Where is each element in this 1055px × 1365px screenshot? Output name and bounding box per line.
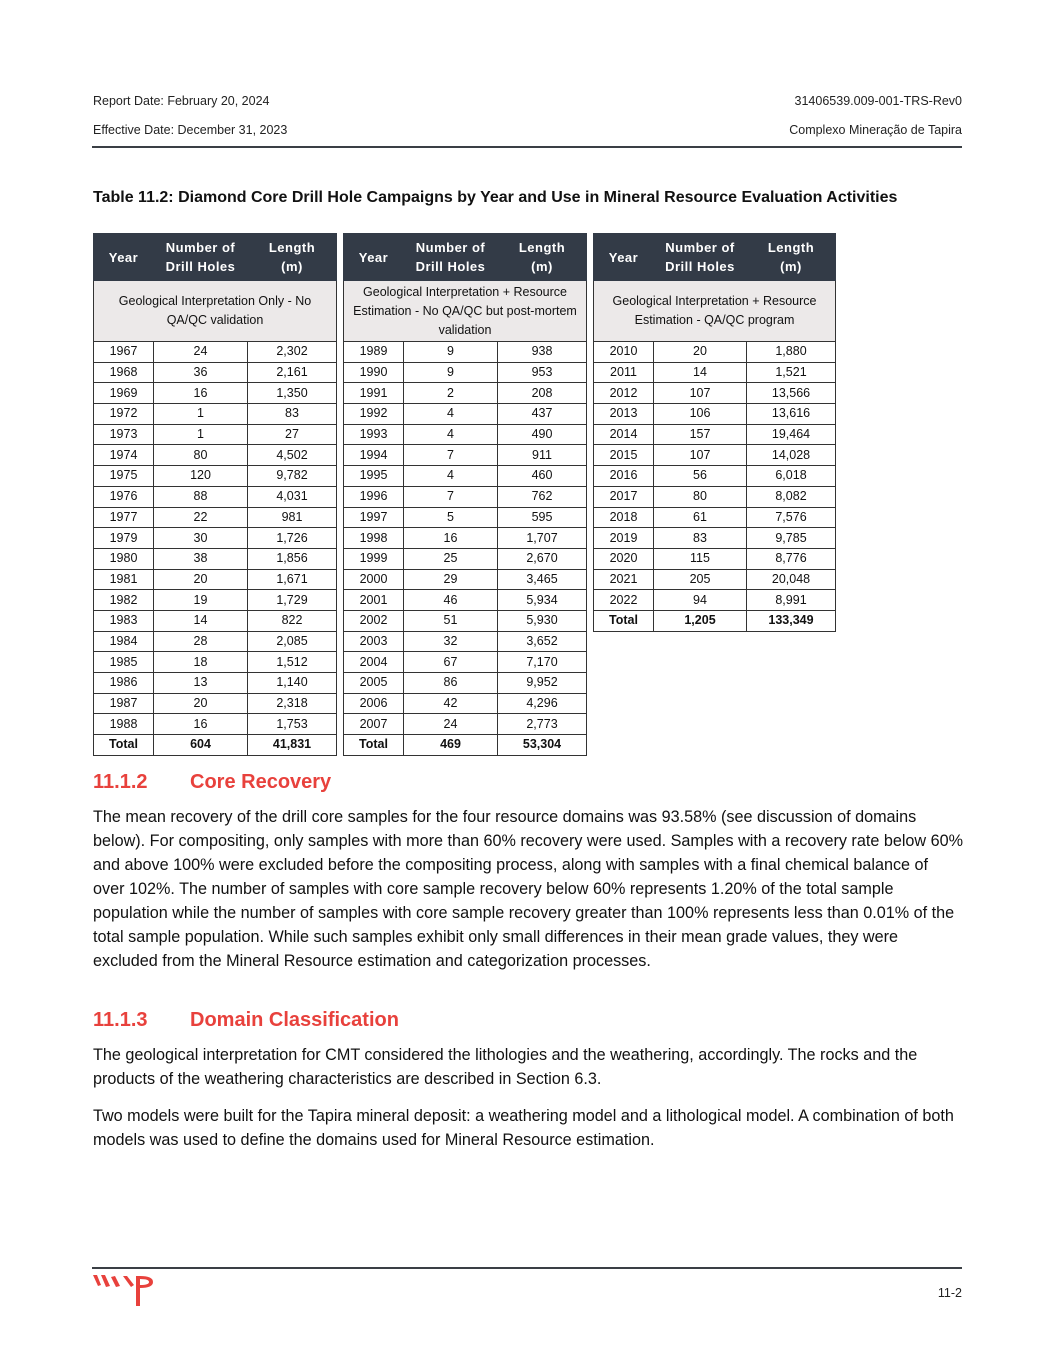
table-row: [594, 569, 836, 590]
length-cell: 1,521: [747, 362, 836, 383]
year-cell: 2015: [594, 445, 654, 466]
length-cell: 2,302: [248, 342, 337, 363]
year-cell: 1969: [94, 383, 154, 404]
table-row: [594, 424, 836, 445]
length-cell: 133,349: [747, 610, 836, 631]
year-cell: 2001: [344, 590, 404, 611]
drill-holes-cell: 38: [154, 548, 248, 569]
drill-holes-cell: 80: [654, 486, 747, 507]
year-cell: 1968: [94, 362, 154, 383]
table-row: [344, 466, 587, 487]
year-cell: 1973: [94, 424, 154, 445]
drill-holes-cell: 51: [404, 610, 498, 631]
group-label: Geological Interpretation + Resource Estimation - No QA/QC but post-mortem validation: [344, 281, 587, 342]
section-heading-domain-classification: [93, 1009, 399, 1032]
table-row: [94, 610, 337, 631]
section-heading-core-recovery: [93, 771, 331, 794]
length-cell: 9,785: [747, 528, 836, 549]
drill-table-2010-2022: [593, 233, 836, 632]
year-cell: 1979: [94, 528, 154, 549]
table-row: [94, 569, 337, 590]
year-cell: 1992: [344, 404, 404, 425]
table-header-row: [594, 234, 836, 281]
drill-holes-cell: 1: [154, 404, 248, 425]
year-cell: 1991: [344, 383, 404, 404]
footer-divider: [92, 1267, 962, 1269]
year-cell: 2011: [594, 362, 654, 383]
table-row: [594, 383, 836, 404]
table-row: [94, 383, 337, 404]
total-row: [94, 735, 337, 756]
drill-holes-cell: 46: [404, 590, 498, 611]
drill-holes-cell: 16: [154, 714, 248, 735]
year-cell: 2018: [594, 507, 654, 528]
table-row: [594, 486, 836, 507]
year-cell: 1982: [94, 590, 154, 611]
drill-holes-cell: 1: [154, 424, 248, 445]
length-cell: 3,652: [498, 631, 587, 652]
year-cell: 1976: [94, 486, 154, 507]
table-row: [94, 486, 337, 507]
length-cell: 1,880: [747, 342, 836, 363]
table-row: [344, 631, 587, 652]
length-cell: 1,350: [248, 383, 337, 404]
table-row: [344, 445, 587, 466]
year-cell: 1998: [344, 528, 404, 549]
table-row: [94, 714, 337, 735]
effective-date: Effective Date: December 31, 2023: [93, 123, 288, 137]
drill-holes-cell: 83: [654, 528, 747, 549]
drill-holes-cell: 61: [654, 507, 747, 528]
table-row: [94, 507, 337, 528]
table-row: [344, 424, 587, 445]
header-divider: [92, 146, 962, 148]
drill-holes-cell: 106: [654, 404, 747, 425]
drill-holes-cell: 9: [404, 362, 498, 383]
length-cell: 2,161: [248, 362, 337, 383]
year-cell: 1988: [94, 714, 154, 735]
table-row: [344, 362, 587, 383]
group-row: [594, 281, 836, 342]
year-cell: 1981: [94, 569, 154, 590]
drill-holes-cell: 14: [654, 362, 747, 383]
length-cell: 5,930: [498, 610, 587, 631]
table-row: [94, 424, 337, 445]
year-cell: 2006: [344, 693, 404, 714]
year-cell: 2010: [594, 342, 654, 363]
table-row: [344, 693, 587, 714]
year-cell: 1972: [94, 404, 154, 425]
column-header: Length (m): [747, 234, 836, 281]
section-title: Core Recovery: [190, 771, 332, 793]
table-header-row: [94, 234, 337, 281]
length-cell: 1,671: [248, 569, 337, 590]
length-cell: 53,304: [498, 735, 587, 756]
length-cell: 1,140: [248, 673, 337, 694]
table-row: [594, 466, 836, 487]
year-cell: 2017: [594, 486, 654, 507]
group-row: [344, 281, 587, 342]
year-cell: 1985: [94, 652, 154, 673]
year-cell: Total: [344, 735, 404, 756]
column-header: Number of Drill Holes: [654, 234, 747, 281]
table-row: [344, 507, 587, 528]
length-cell: 14,028: [747, 445, 836, 466]
year-cell: 2012: [594, 383, 654, 404]
year-cell: 2003: [344, 631, 404, 652]
drill-holes-cell: 4: [404, 424, 498, 445]
length-cell: 460: [498, 466, 587, 487]
length-cell: 981: [248, 507, 337, 528]
length-cell: 41,831: [248, 735, 337, 756]
drill-holes-cell: 4: [404, 404, 498, 425]
length-cell: 83: [248, 404, 337, 425]
length-cell: 1,856: [248, 548, 337, 569]
drill-holes-cell: 157: [654, 424, 747, 445]
table-row: [94, 631, 337, 652]
table-row: [344, 383, 587, 404]
section-number: 11.1.3: [93, 1009, 148, 1031]
drill-holes-cell: 1,205: [654, 610, 747, 631]
length-cell: 762: [498, 486, 587, 507]
length-cell: 2,670: [498, 548, 587, 569]
year-cell: 1977: [94, 507, 154, 528]
year-cell: 1980: [94, 548, 154, 569]
column-header: Number of Drill Holes: [404, 234, 498, 281]
length-cell: 911: [498, 445, 587, 466]
year-cell: 1987: [94, 693, 154, 714]
drill-holes-cell: 88: [154, 486, 248, 507]
table-row: [94, 652, 337, 673]
year-cell: 1995: [344, 466, 404, 487]
year-cell: 2004: [344, 652, 404, 673]
length-cell: 1,753: [248, 714, 337, 735]
drill-holes-cell: 86: [404, 673, 498, 694]
drill-holes-cell: 205: [654, 569, 747, 590]
table-header-row: [344, 234, 587, 281]
drill-holes-cell: 120: [154, 466, 248, 487]
year-cell: 2013: [594, 404, 654, 425]
year-cell: 2022: [594, 590, 654, 611]
table-row: [344, 590, 587, 611]
wsp-logo: [93, 1273, 157, 1309]
year-cell: 1989: [344, 342, 404, 363]
table-row: [344, 342, 587, 363]
drill-holes-cell: 14: [154, 610, 248, 631]
length-cell: 2,085: [248, 631, 337, 652]
drill-holes-cell: 4: [404, 466, 498, 487]
year-cell: Total: [594, 610, 654, 631]
table-row: [344, 404, 587, 425]
year-cell: 2014: [594, 424, 654, 445]
table-row: [594, 342, 836, 363]
paragraph: Two models were built for the Tapira mineral deposit: a weathering model and a lithological model. A combination of both models was used to define the domains used for Mineral Resource estimation.: [93, 1107, 954, 1149]
length-cell: 5,934: [498, 590, 587, 611]
year-cell: 1994: [344, 445, 404, 466]
table-row: [344, 548, 587, 569]
column-header: Year: [94, 234, 154, 281]
year-cell: 1967: [94, 342, 154, 363]
paragraph: The mean recovery of the drill core samples for the four resource domains was 93.58% (see discussion of domains below). For compositing, only samples with more than 60% recovery were used. Samples with a recovery rate below 60% and above 100% were excluded before the compositing process, along with samples with a final chemical balance of over 102%. The number of samples with core sample recovery below 60% represents 1.20% of the total sample population while the number of samples with core sample recovery greater than 100% represents less than 0.01% of the total sample population. While such samples exhibit only small differences in their mean grade values, they were excluded from the Mineral Resource estimation and categorization processes.: [93, 808, 964, 970]
section-title: Domain Classification: [190, 1009, 399, 1031]
year-cell: 1975: [94, 466, 154, 487]
column-header: Year: [594, 234, 654, 281]
drill-holes-cell: 107: [654, 383, 747, 404]
drill-holes-cell: 20: [154, 693, 248, 714]
table-row: [94, 466, 337, 487]
total-row: [344, 735, 587, 756]
table-row: [94, 445, 337, 466]
table-row: [344, 714, 587, 735]
year-cell: 1983: [94, 610, 154, 631]
table-row: [94, 342, 337, 363]
length-cell: 3,465: [498, 569, 587, 590]
year-cell: 1996: [344, 486, 404, 507]
length-cell: 9,952: [498, 673, 587, 694]
length-cell: 8,991: [747, 590, 836, 611]
length-cell: 19,464: [747, 424, 836, 445]
table-row: [94, 362, 337, 383]
drill-holes-cell: 32: [404, 631, 498, 652]
table-row: [94, 693, 337, 714]
drill-holes-cell: 19: [154, 590, 248, 611]
drill-holes-cell: 29: [404, 569, 498, 590]
drill-holes-cell: 56: [654, 466, 747, 487]
length-cell: 8,776: [747, 548, 836, 569]
table-row: [344, 673, 587, 694]
table-row: [344, 569, 587, 590]
table-row: [594, 590, 836, 611]
length-cell: 822: [248, 610, 337, 631]
table-row: [94, 404, 337, 425]
year-cell: 2021: [594, 569, 654, 590]
report-date: Report Date: February 20, 2024: [93, 94, 270, 108]
drill-holes-cell: 30: [154, 528, 248, 549]
length-cell: 208: [498, 383, 587, 404]
column-header: Length (m): [248, 234, 337, 281]
year-cell: 2000: [344, 569, 404, 590]
drill-holes-cell: 28: [154, 631, 248, 652]
table-row: [594, 404, 836, 425]
column-header: Length (m): [498, 234, 587, 281]
year-cell: 1997: [344, 507, 404, 528]
drill-holes-cell: 67: [404, 652, 498, 673]
drill-holes-cell: 22: [154, 507, 248, 528]
length-cell: 13,616: [747, 404, 836, 425]
length-cell: 437: [498, 404, 587, 425]
year-cell: 1984: [94, 631, 154, 652]
drill-holes-cell: 42: [404, 693, 498, 714]
table-row: [344, 652, 587, 673]
drill-holes-cell: 7: [404, 445, 498, 466]
year-cell: 2020: [594, 548, 654, 569]
drill-holes-cell: 107: [654, 445, 747, 466]
year-cell: 2005: [344, 673, 404, 694]
drill-holes-cell: 7: [404, 486, 498, 507]
length-cell: 953: [498, 362, 587, 383]
drill-holes-cell: 5: [404, 507, 498, 528]
table-row: [594, 507, 836, 528]
length-cell: 1,512: [248, 652, 337, 673]
group-label: Geological Interpretation + Resource Estimation - QA/QC program: [594, 281, 836, 342]
length-cell: 595: [498, 507, 587, 528]
year-cell: 1990: [344, 362, 404, 383]
drill-table-1989-2007: [343, 233, 587, 756]
length-cell: 4,502: [248, 445, 337, 466]
drill-holes-cell: 16: [404, 528, 498, 549]
drill-holes-cell: 18: [154, 652, 248, 673]
length-cell: 490: [498, 424, 587, 445]
length-cell: 2,318: [248, 693, 337, 714]
paragraph: The geological interpretation for CMT considered the lithologies and the weathering, accordingly. The rocks and the products of the weathering characteristics are described in Section 6.3.: [93, 1046, 918, 1088]
drill-holes-cell: 80: [154, 445, 248, 466]
page-number: 11-2: [937, 1286, 962, 1300]
length-cell: 7,576: [747, 507, 836, 528]
table-row: [344, 528, 587, 549]
drill-holes-cell: 16: [154, 383, 248, 404]
year-cell: 1999: [344, 548, 404, 569]
length-cell: 938: [498, 342, 587, 363]
drill-holes-cell: 2: [404, 383, 498, 404]
year-cell: 2019: [594, 528, 654, 549]
length-cell: 6,018: [747, 466, 836, 487]
length-cell: 9,782: [248, 466, 337, 487]
length-cell: 27: [248, 424, 337, 445]
table-row: [94, 528, 337, 549]
year-cell: 2002: [344, 610, 404, 631]
table-row: [594, 528, 836, 549]
drill-holes-cell: 25: [404, 548, 498, 569]
table-row: [344, 486, 587, 507]
length-cell: 8,082: [747, 486, 836, 507]
table-row: [94, 673, 337, 694]
column-header: Year: [344, 234, 404, 281]
table-row: [594, 548, 836, 569]
table-row: [94, 548, 337, 569]
group-row: [94, 281, 337, 342]
year-cell: 2007: [344, 714, 404, 735]
length-cell: 4,031: [248, 486, 337, 507]
drill-holes-cell: 24: [154, 342, 248, 363]
drill-holes-cell: 115: [654, 548, 747, 569]
column-header: Number of Drill Holes: [154, 234, 248, 281]
drill-holes-cell: 36: [154, 362, 248, 383]
length-cell: 20,048: [747, 569, 836, 590]
table-title: Table 11.2: Diamond Core Drill Hole Campaigns by Year and Use in Mineral Resource Evaluation Activities: [93, 189, 898, 206]
year-cell: Total: [94, 735, 154, 756]
drill-holes-cell: 13: [154, 673, 248, 694]
drill-table-1967-1988: [93, 233, 337, 756]
report-id: 31406539.009-001-TRS-Rev0: [794, 94, 962, 108]
table-row: [594, 362, 836, 383]
drill-holes-cell: 20: [654, 342, 747, 363]
drill-holes-cell: 604: [154, 735, 248, 756]
year-cell: 2016: [594, 466, 654, 487]
length-cell: 7,170: [498, 652, 587, 673]
length-cell: 1,726: [248, 528, 337, 549]
total-row: [594, 610, 836, 631]
length-cell: 1,707: [498, 528, 587, 549]
year-cell: 1974: [94, 445, 154, 466]
length-cell: 4,296: [498, 693, 587, 714]
year-cell: 1993: [344, 424, 404, 445]
table-row: [94, 590, 337, 611]
project-name: Complexo Mineração de Tapira: [789, 123, 962, 137]
table-row: [344, 610, 587, 631]
length-cell: 2,773: [498, 714, 587, 735]
drill-holes-cell: 469: [404, 735, 498, 756]
section-number: 11.1.2: [93, 771, 148, 793]
drill-holes-cell: 24: [404, 714, 498, 735]
length-cell: 13,566: [747, 383, 836, 404]
year-cell: 1986: [94, 673, 154, 694]
drill-holes-cell: 94: [654, 590, 747, 611]
length-cell: 1,729: [248, 590, 337, 611]
table-row: [594, 445, 836, 466]
group-label: Geological Interpretation Only - No QA/QC validation: [94, 281, 337, 342]
drill-holes-cell: 9: [404, 342, 498, 363]
drill-holes-cell: 20: [154, 569, 248, 590]
